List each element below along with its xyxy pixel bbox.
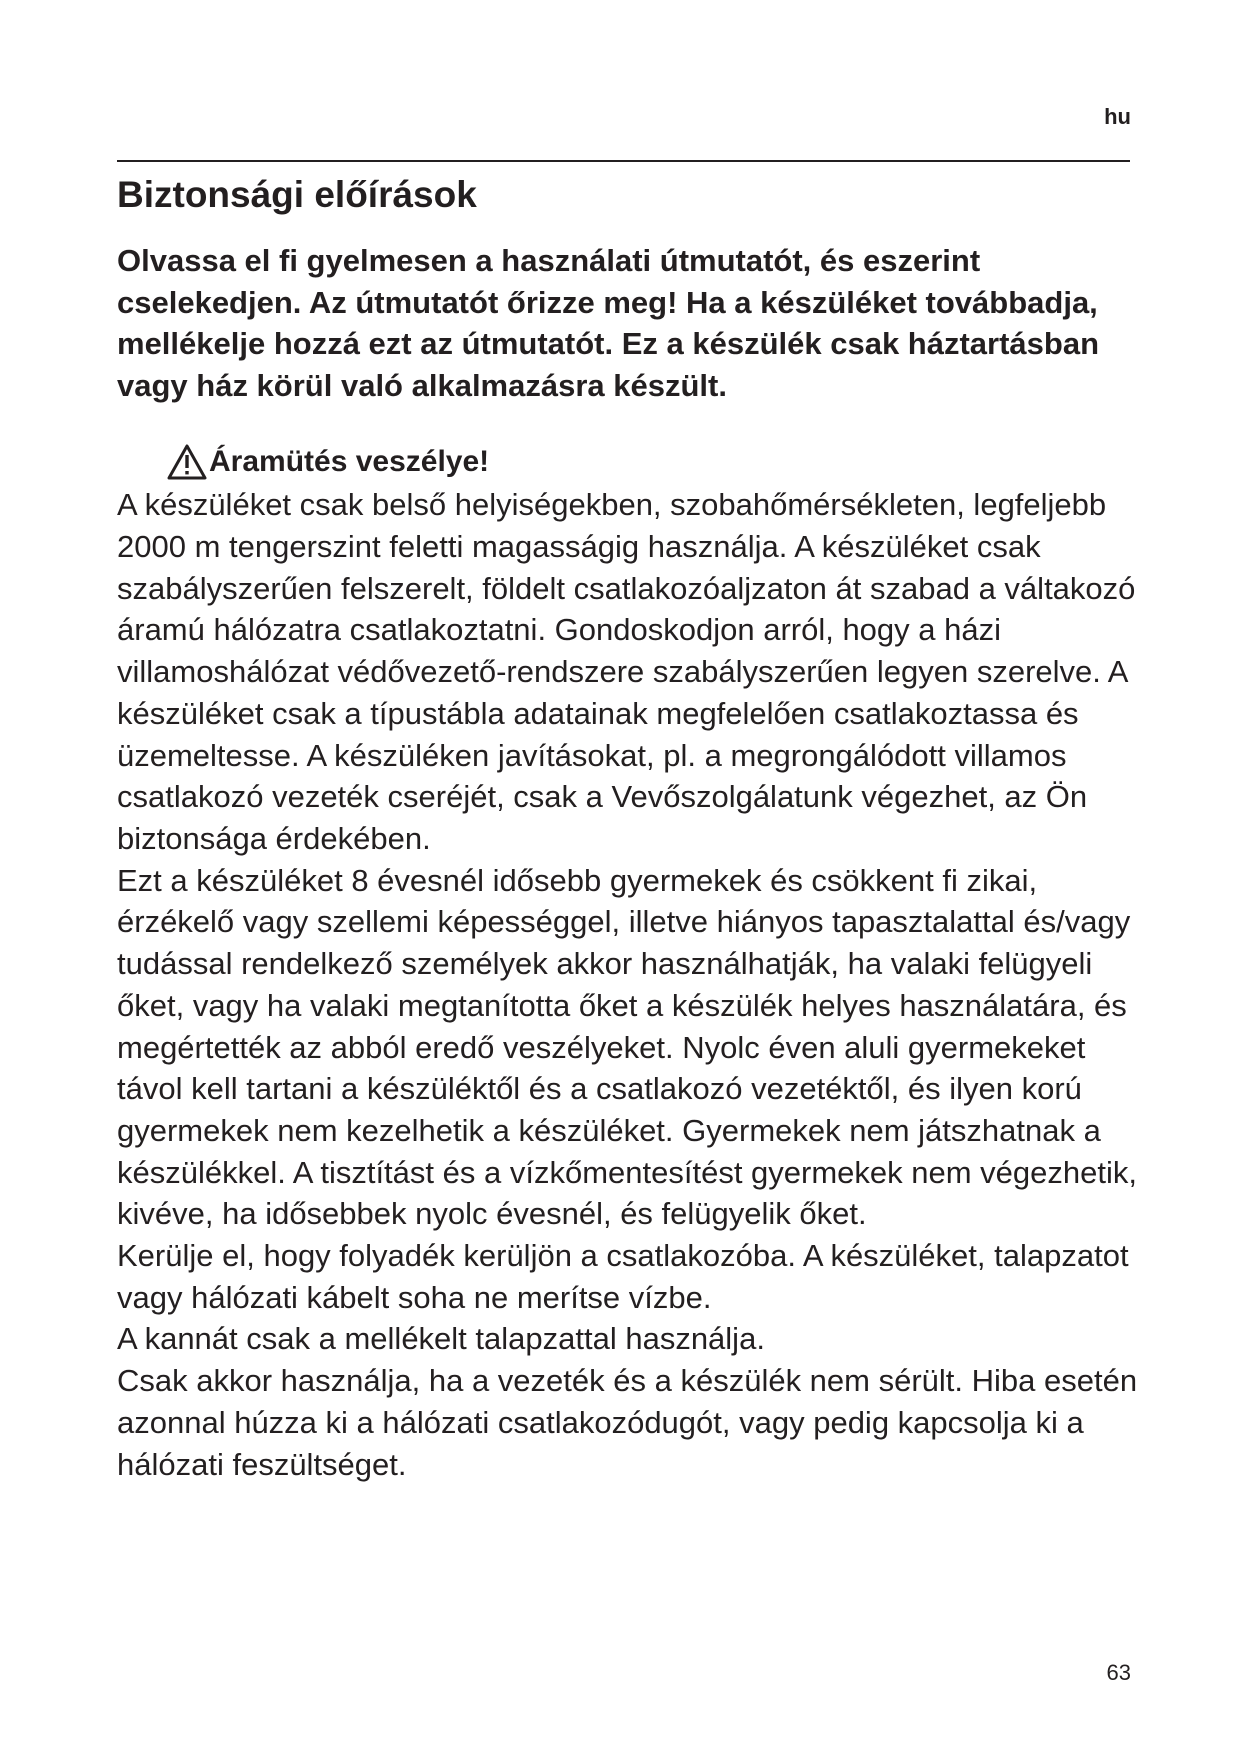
language-code: hu (1104, 104, 1131, 129)
section-title: Biztonsági előírások (117, 174, 477, 215)
safety-section (117, 168, 1147, 1485)
paragraph-children-safety: Ezt a készüléket 8 évesnél idősebb gyermekek és csökkent fi zikai, érzékelő vagy szellemi képességgel, illetve hiányos tapasztalattal és/vagy tudással rendelkező személyek akkor használhatják, ha valaki felügyeli őket, vagy ha valaki megtanította őket a készülék helyes használatára, és megértették az abból eredő veszélyeket. Nyolc éven aluli gyermekeket távol kell tartani a készüléktől és a csatlakozó vezetéktől, és ilyen korú gyermekek nem kezelhetik a készüléket. Gyermekek nem játszhatnak a készülékkel. A tisztítást és a vízkőmentesítést gyermekek nem végezhetik, kivéve, ha idősebbek nyolc évesnél, és felügyelik őket. (117, 862, 1138, 1232)
paragraph-damage-warning: Csak akkor használja, ha a vezeték és a készülék nem sérült. Hiba esetén azonnal húzza ki a hálózati csatlakozódugót, vagy pedig kapcsolja ki a hálózati feszültséget. (117, 1363, 1138, 1482)
warning-heading (167, 440, 1147, 484)
intro-paragraph: Olvassa el fi gyelmesen a használati útmutatót, és eszerint cselekedjen. Az útmutatót őrizze meg! Ha a készüléket továbbadja, mellékelje hozzá ezt az útmutatót. Ez a készülék csak háztartásban vagy ház körül való alkalmazásra készült. (117, 243, 1100, 403)
warning-label: Áramütés veszélye! (209, 445, 490, 479)
paragraph-base-usage: A kannát csak a mellékelt talapzattal használja. (117, 1321, 765, 1357)
paragraph-liquid-warning: Kerülje el, hogy folyadék kerüljön a csatlakozóba. A készüléket, talapzatot vagy hálózati kábelt soha ne merítse vízbe. (117, 1238, 1129, 1315)
warning-triangle-icon (167, 444, 207, 480)
page-number: 63 (1106, 1660, 1131, 1685)
header-divider (117, 160, 1130, 162)
paragraph-electric-safety: A készüléket csak belső helyiségekben, szobahőmérsékleten, legfeljebb 2000 m tengerszint feletti magasságig használja. A készüléket csak szabályszerűen felszerelt, földelt csatlakozóaljzaton át szabad a váltakozó áramú hálózatra csatlakoztatni. Gondoskodjon arról, hogy a házi villamoshálózat védővezető-rendszere szabályszerűen legyen szerelve. A készüléket csak a típustábla adatainak megfelelően csatlakoztassa és üzemeltesse. A készüléken javításokat, pl. a megrongálódott villamos csatlakozó vezeték cseréjét, csak a Vevőszolgálatunk végezhet, az Ön biztonsága érdekében. (117, 487, 1136, 856)
